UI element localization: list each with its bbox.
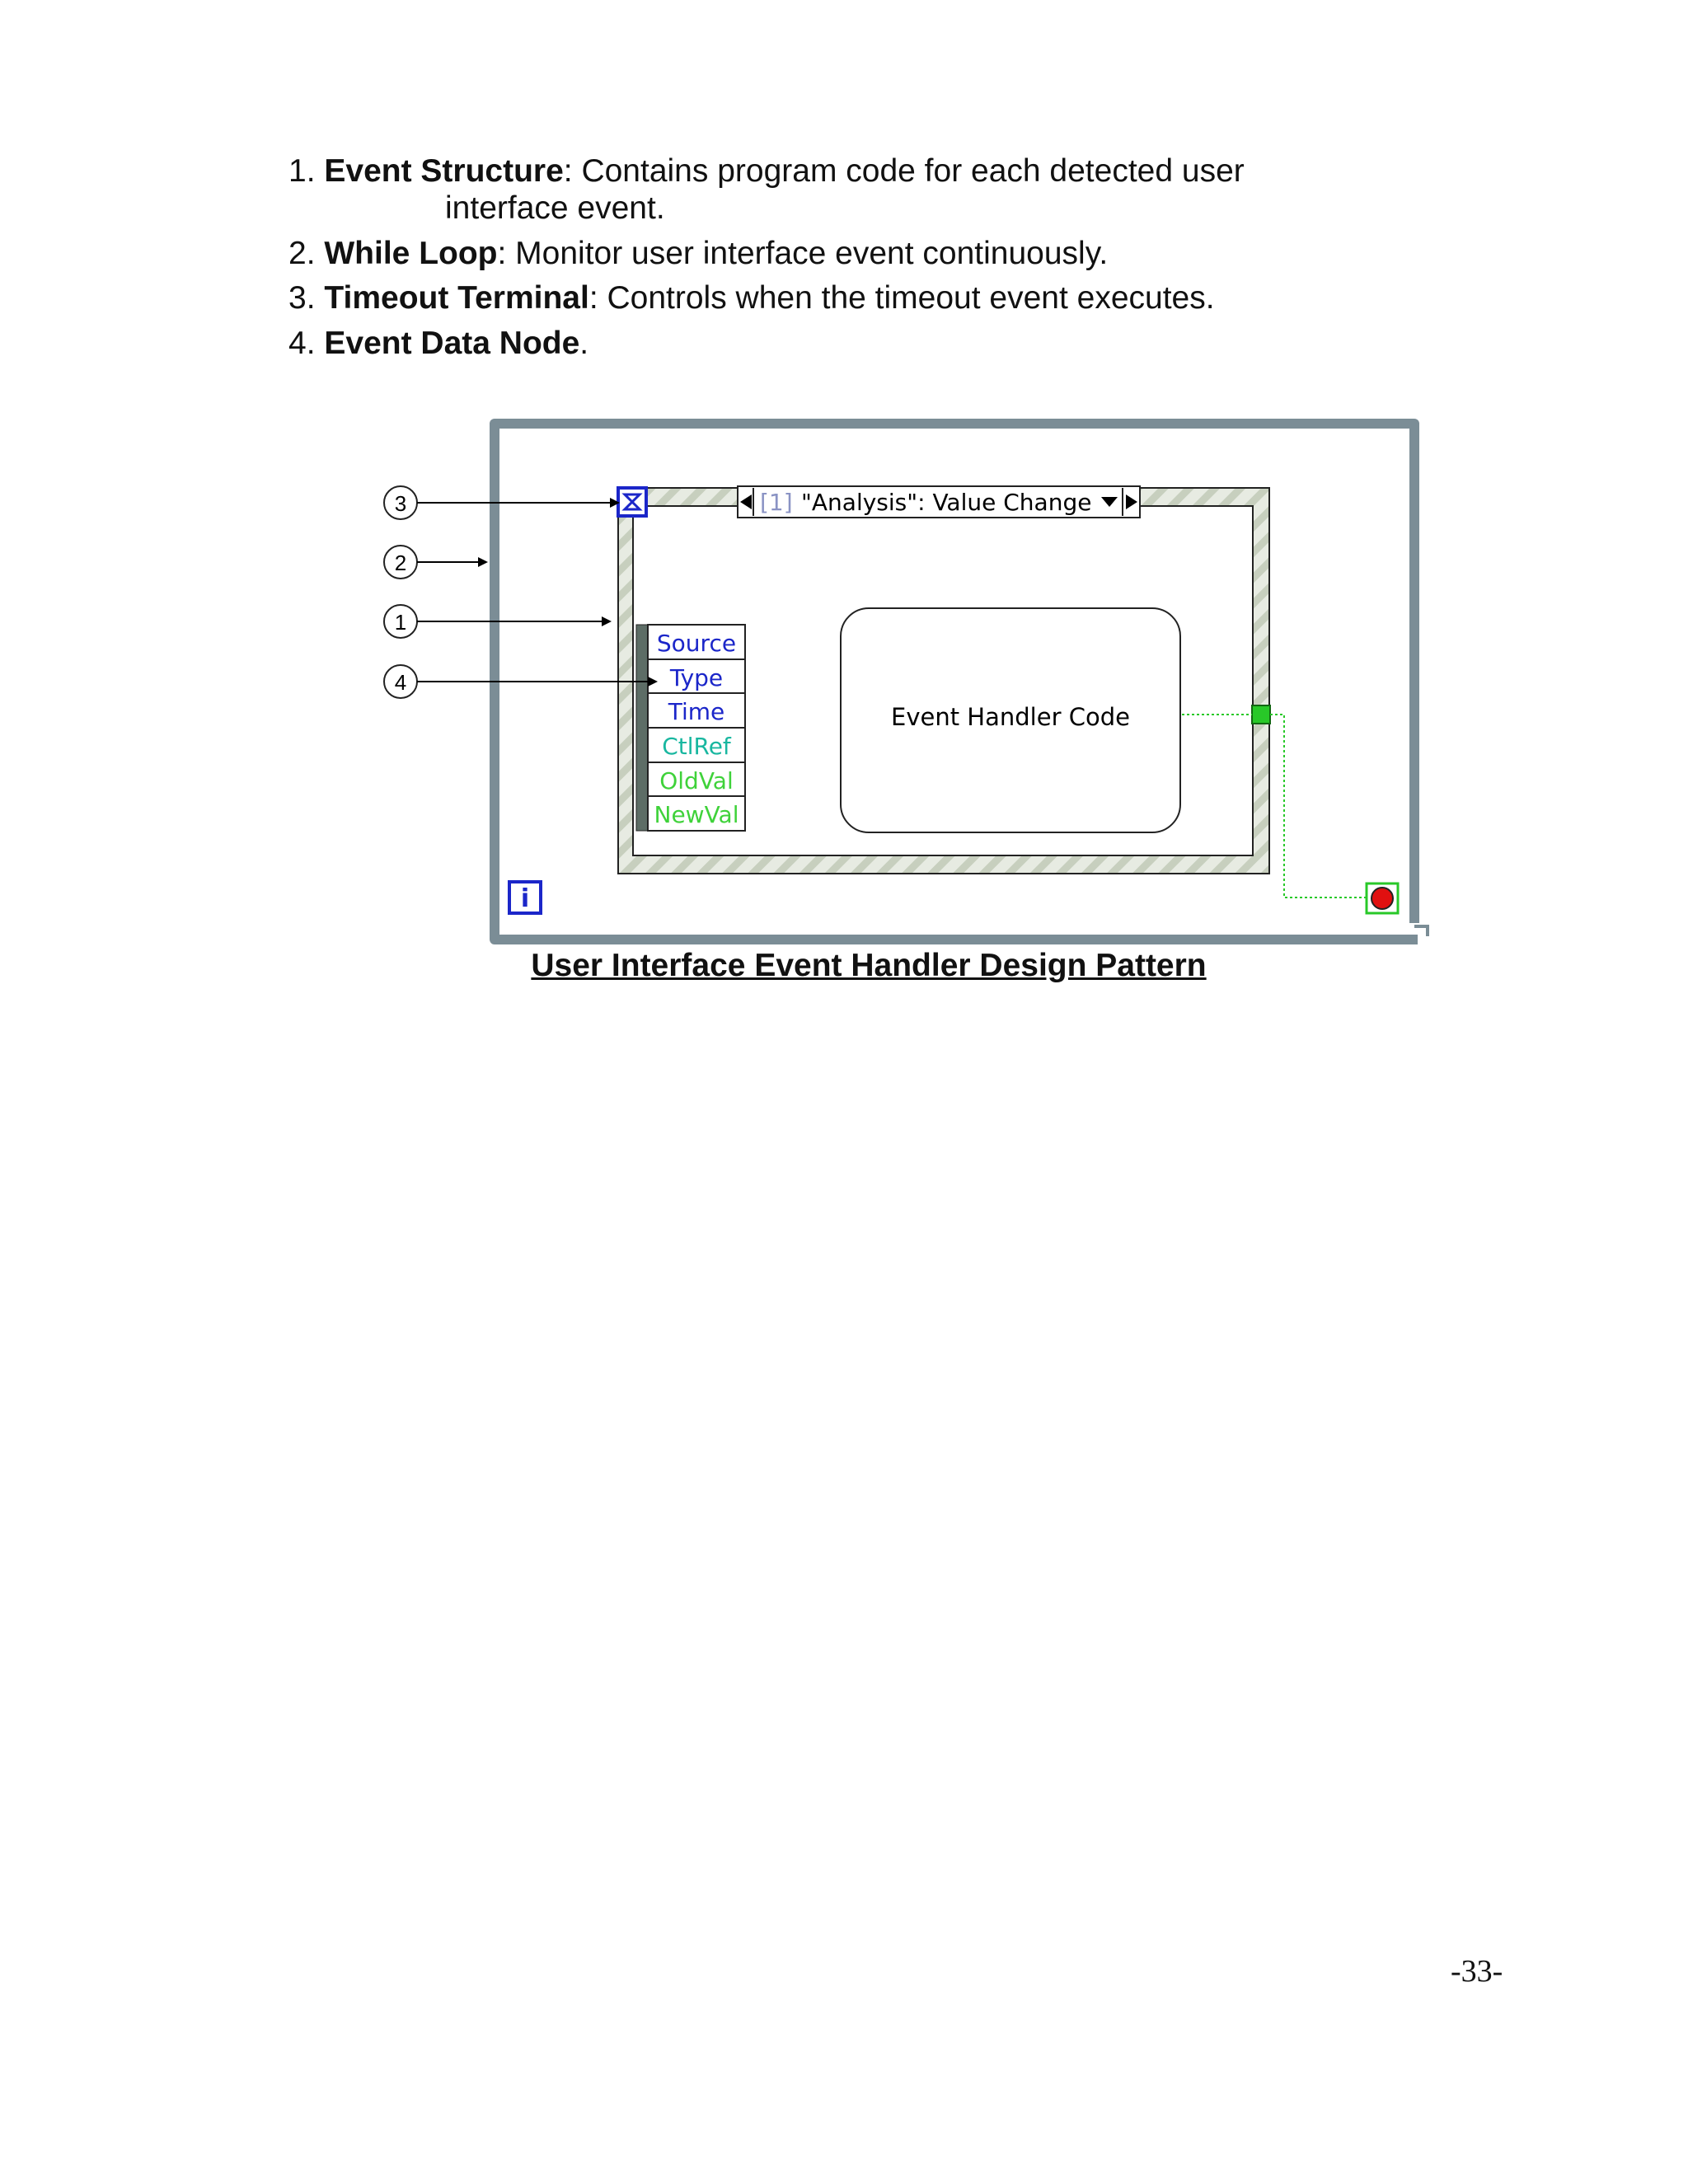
item-description: : Controls when the timeout event executes.: [588, 280, 1215, 316]
case-selector[interactable]: [738, 486, 1140, 518]
stop-terminal[interactable]: [1367, 883, 1398, 913]
list-item: [288, 325, 1360, 363]
callout-4: [384, 665, 656, 698]
event-data-node: [636, 625, 745, 831]
handler-label: Event Handler Code: [891, 703, 1130, 731]
data-node-item: CtlRef: [662, 733, 731, 760]
item-term: Event Structure: [324, 153, 564, 189]
data-node-item: Time: [668, 698, 725, 725]
numbered-list: [288, 152, 1360, 370]
data-node-item: Type: [669, 664, 724, 691]
data-node-item: OldVal: [659, 767, 734, 794]
item-continuation: interface event.: [445, 190, 665, 226]
figure-caption: User Interface Event Handler Design Pattern: [531, 948, 1207, 983]
item-number: 2.: [288, 235, 316, 271]
event-handler-code-block: [841, 608, 1180, 832]
iteration-label: i: [520, 884, 530, 913]
item-description: : Monitor user interface event continuously.: [497, 235, 1109, 271]
iteration-terminal: [509, 882, 541, 913]
event-handler-diagram: [363, 412, 1434, 956]
item-term: Event Data Node: [324, 326, 580, 362]
case-index: [1]: [760, 489, 793, 516]
callout-2: [384, 546, 486, 579]
item-number: 1.: [288, 153, 316, 189]
page-number: -33-: [1451, 1954, 1503, 1989]
list-item: [288, 279, 1360, 318]
boolean-tunnel: [1252, 705, 1270, 724]
data-node-item: NewVal: [654, 801, 739, 828]
svg-text:4: 4: [394, 670, 407, 695]
svg-text:2: 2: [394, 551, 407, 575]
item-term: While Loop: [324, 235, 498, 271]
svg-text:3: 3: [394, 491, 407, 516]
timeout-terminal: [618, 488, 646, 516]
item-term: Timeout Terminal: [324, 280, 589, 316]
list-item: [288, 152, 1360, 228]
item-description: : Contains program code for each detected user: [563, 153, 1245, 189]
svg-text:1: 1: [394, 610, 407, 635]
item-description: .: [579, 326, 589, 362]
case-label: "Analysis": Value Change: [801, 489, 1092, 516]
boolean-wire: [1270, 715, 1367, 898]
data-node-item: Source: [656, 630, 737, 657]
item-number: 3.: [288, 280, 316, 316]
callout-3: [384, 486, 618, 519]
item-number: 4.: [288, 326, 316, 362]
stop-icon: [1372, 888, 1393, 909]
list-item: [288, 235, 1360, 274]
